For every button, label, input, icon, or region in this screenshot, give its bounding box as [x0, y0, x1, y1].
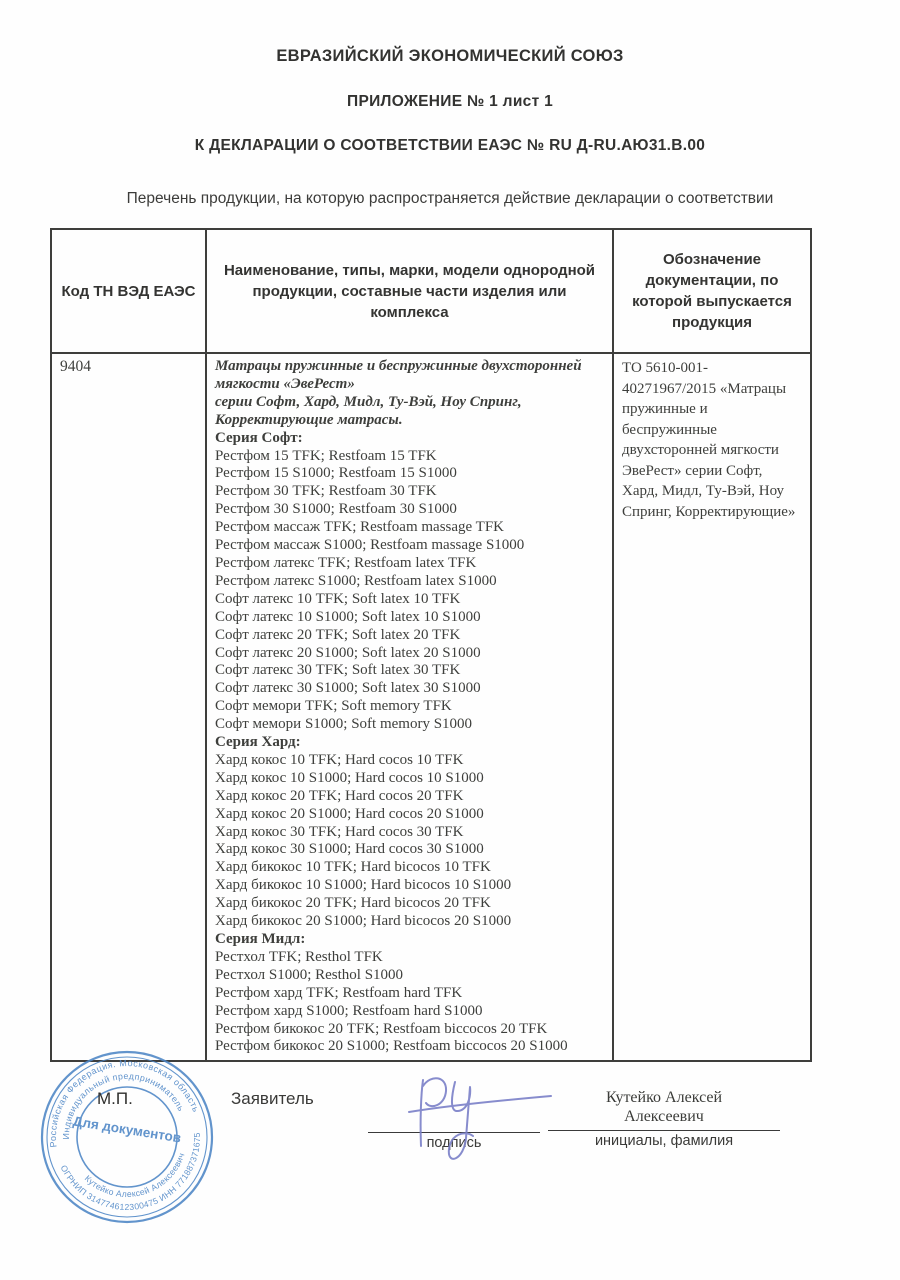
header-doc-column: Обозначение документации, по которой выпускается продукция [613, 229, 811, 353]
product-line: Софт латекс 20 S1000; Soft latex 20 S1000 [215, 644, 481, 661]
product-line: Хард кокос 20 S1000; Hard cocos 20 S1000 [215, 805, 484, 822]
name-caption: инициалы, фамилия [594, 1133, 734, 1149]
product-line: Рестфом хард TFK; Restfoam hard TFK [215, 984, 463, 1001]
product-line: Софт мемори S1000; Soft memory S1000 [215, 716, 473, 733]
stamp-mid-bottom-text: Кутейко Алексей Алексеевич [82, 1151, 187, 1200]
intro-text: Перечень продукции, на которую распространяется действие декларации о соответствии [126, 190, 774, 207]
product-line: Матрацы пружинные и беспружинные двухсторонней [215, 358, 582, 374]
mp-label: М.П. [97, 1089, 133, 1108]
product-line: Хард кокос 10 S1000; Hard cocos 10 S1000 [215, 769, 484, 786]
product-line: Рестхол S1000; Resthol S1000 [215, 966, 404, 983]
tnved-code: 9404 [51, 353, 206, 1061]
product-line: Софт латекс 20 TFK; Soft latex 20 TFK [215, 626, 461, 643]
header-code-column: Код ТН ВЭД ЕАЭС [51, 229, 206, 353]
product-line: Рестфом латекс S1000; Restfoam latex S1000 [215, 572, 497, 589]
name-line-rule [548, 1130, 780, 1131]
product-list [206, 353, 613, 1061]
product-line: Рестфом 30 S1000; Restfoam 30 S1000 [215, 501, 457, 518]
product-line: Софт латекс 10 S1000; Soft latex 10 S1000 [215, 608, 481, 625]
stamp-icon [38, 1048, 216, 1226]
product-line: Хард бикокос 10 S1000; Hard bicocos 10 S1000 [215, 877, 512, 894]
declaration-number-title: К ДЕКЛАРАЦИИ О СООТВЕТСТВИИ ЕАЭС № RU Д-RU.АЮ31.В.00 [194, 137, 706, 154]
product-line: Серия Мидл: [215, 931, 306, 947]
product-line: Софт мемори TFK; Soft memory TFK [215, 698, 452, 715]
product-line: Рестфом латекс TFK; Restfoam latex TFK [215, 554, 477, 571]
product-line: Серия Софт: [215, 429, 303, 446]
product-line: Рестфом хард S1000; Restfoam hard S1000 [215, 1002, 483, 1019]
table-header-row [51, 229, 811, 353]
product-line: Хард кокос 30 S1000; Hard cocos 30 S1000 [215, 841, 484, 858]
product-line: Корректирующие матрасы. [215, 411, 403, 428]
product-line: Рестфом массаж S1000; Restfoam massage S1000 [215, 537, 525, 554]
stamp-outer-bottom-text: ОГРНИП 314774612300475 ИНН 771887371675 [58, 1132, 203, 1212]
product-line: Хард кокос 10 TFK; Hard cocos 10 TFK [215, 751, 464, 768]
product-line: Рестфом 30 TFK; Restfoam 30 TFK [215, 483, 437, 500]
product-line: Рестфом 15 TFK; Restfoam 15 TFK [215, 447, 437, 464]
svg-text:ОГРНИП 314774612300475 ИНН 771 [58, 1130, 216, 1226]
name-block [548, 1088, 780, 1149]
applicant-label: Заявитель [231, 1089, 314, 1108]
product-line: Рестфом 15 S1000; Restfoam 15 S1000 [215, 465, 457, 482]
stamp-mid-top-text: Индивидуальный предприниматель [60, 1070, 187, 1140]
union-title: ЕВРАЗИЙСКИЙ ЭКОНОМИЧЕСКИЙ СОЮЗ [276, 47, 624, 65]
products-table [50, 228, 812, 1062]
table-row [51, 353, 811, 1061]
signature [405, 1072, 555, 1182]
signature-caption: подпись [426, 1135, 482, 1151]
product-line: Хард кокос 30 TFK; Hard cocos 30 TFK [215, 823, 464, 840]
product-line: Хард бикокос 10 TFK; Hard bicocos 10 TFK [215, 859, 491, 876]
product-line: Рестфом массаж TFK; Restfoam massage TFK [215, 519, 505, 536]
header-product-column: Наименование, типы, марки, модели однородной продукции, составные части изделия или комплекса [206, 229, 613, 353]
product-line: Хард бикокос 20 TFK; Hard bicocos 20 TFK [215, 895, 491, 912]
product-line: Рестфом бикокос 20 S1000; Restfoam biccocos 20 S1000 [215, 1038, 568, 1055]
stamp-outer-top-text: Российская Федерация. Московская область [47, 1057, 202, 1148]
product-line: Рестхол TFK; Resthol TFK [215, 948, 383, 965]
product-line: Рестфом бикокос 20 TFK; Restfoam biccocos 20 TFK [215, 1020, 548, 1037]
signature-scribble-icon [405, 1072, 555, 1182]
annex-title: ПРИЛОЖЕНИЕ № 1 лист 1 [347, 93, 553, 110]
round-stamp [38, 1048, 216, 1226]
product-line: серии Софт, Хард, Мидл, Ту-Вэй, Ноу Спринг, [215, 393, 522, 410]
name-line-1: Кутейко Алексей [605, 1089, 723, 1106]
product-line: Софт латекс 30 TFK; Soft latex 30 TFK [215, 662, 461, 679]
product-line: Софт латекс 30 S1000; Soft latex 30 S1000 [215, 680, 481, 697]
name-line-2: Алексеевич [624, 1108, 704, 1125]
product-line: Серия Хард: [215, 734, 301, 751]
product-line: Софт латекс 10 TFK; Soft latex 10 TFK [215, 590, 461, 607]
doc-designation: ТО 5610-001-40271967/2015 «Матрацы пружинные и беспружинные двухсторонней мягкости ЭвеРест» серии Софт, Хард, Мидл, Ту-Вэй, Ноу Спринг, Корректирующие» [613, 353, 811, 1061]
stamp-center-text: Для документов [71, 1113, 183, 1146]
product-line: Хард бикокос 20 S1000; Hard bicocos 20 S1000 [215, 913, 512, 930]
product-line: мягкости «ЭвеРест» [215, 375, 355, 392]
product-line: Хард кокос 20 TFK; Hard cocos 20 TFK [215, 787, 464, 804]
